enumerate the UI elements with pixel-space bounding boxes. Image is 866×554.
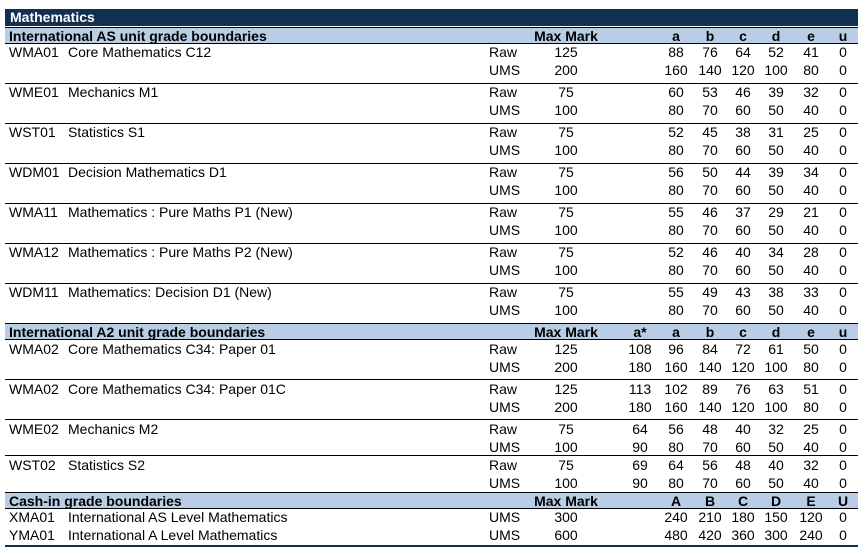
unit-code: WDM01 [9, 164, 60, 180]
table-bottom-border [5, 545, 858, 547]
unit-name: International A Level Mathematics [68, 527, 278, 543]
unit-name: Core Mathematics C12 [68, 44, 212, 60]
grade-value: 102 [664, 381, 688, 397]
mark-type: UMS [489, 527, 521, 543]
grade-value: 37 [735, 204, 751, 220]
unit-code: WMA12 [9, 244, 59, 260]
mark-type: UMS [489, 439, 521, 455]
column-header: a [672, 324, 680, 340]
grade-value: 200 [554, 62, 578, 78]
unit-name: International AS Level Mathematics [68, 509, 288, 525]
grade-value: 80 [803, 62, 819, 78]
mark-type: UMS [489, 262, 521, 278]
table-row [5, 381, 858, 398]
grade-value: 160 [664, 62, 688, 78]
mark-type: Raw [489, 421, 518, 437]
grade-value: 69 [632, 457, 648, 473]
cashin-section-header [5, 492, 858, 509]
unit-name: Mathematics : Pure Maths P1 (New) [68, 204, 293, 220]
grade-value: 0 [839, 182, 847, 198]
grade-value: 100 [554, 222, 578, 238]
grade-value: 56 [668, 421, 684, 437]
unit-name: Statistics S2 [68, 457, 146, 473]
grade-value: 51 [803, 381, 819, 397]
table-row [5, 509, 858, 526]
grade-value: 41 [803, 44, 819, 60]
grade-value: 56 [668, 164, 684, 180]
grade-value: 120 [731, 359, 755, 375]
grade-value: 50 [768, 222, 784, 238]
grade-value: 70 [702, 475, 718, 491]
grade-value: 50 [768, 439, 784, 455]
grade-value: 100 [554, 475, 578, 491]
grade-value: 38 [735, 124, 751, 140]
grade-value: 75 [558, 204, 574, 220]
unit-code: WMA11 [9, 204, 58, 220]
mark-type: UMS [489, 359, 521, 375]
grade-value: 88 [668, 44, 684, 60]
grade-value: 0 [839, 244, 847, 260]
grade-value: 40 [735, 421, 751, 437]
table-row [5, 44, 858, 61]
table-row [5, 164, 858, 181]
grade-value: 49 [702, 284, 718, 300]
grade-value: 53 [702, 84, 718, 100]
grade-value: 75 [558, 124, 574, 140]
grade-value: 180 [628, 399, 652, 415]
mark-type: Raw [489, 204, 518, 220]
grade-value: 75 [558, 421, 574, 437]
table-row [5, 359, 858, 376]
grade-value: 60 [735, 182, 751, 198]
grade-value: 600 [554, 527, 578, 543]
column-header: Max Mark [534, 324, 598, 340]
unit-code: WDM11 [9, 284, 59, 300]
grade-value: 50 [803, 341, 819, 357]
grade-value: 50 [768, 102, 784, 118]
column-header: C [737, 493, 749, 509]
grade-value: 0 [839, 527, 847, 543]
column-header: E [806, 493, 816, 509]
a2-section-header [5, 323, 858, 340]
grade-value: 31 [768, 124, 784, 140]
grade-value: 120 [731, 399, 755, 415]
grade-value: 75 [558, 284, 574, 300]
grade-value: 100 [554, 182, 578, 198]
grade-value: 40 [803, 142, 819, 158]
grade-value: 50 [768, 262, 784, 278]
grade-value: 32 [803, 84, 819, 100]
column-header: d [771, 28, 781, 44]
table-row [5, 84, 858, 101]
grade-value: 55 [668, 284, 684, 300]
grade-value: 33 [803, 284, 819, 300]
grade-value: 72 [735, 341, 751, 357]
grade-value: 100 [554, 262, 578, 278]
grade-value: 43 [735, 284, 751, 300]
unit-name: Core Mathematics C34: Paper 01C [68, 381, 286, 397]
grade-value: 0 [839, 509, 847, 525]
grade-value: 0 [839, 421, 847, 437]
grade-value: 0 [839, 124, 847, 140]
grade-value: 50 [768, 302, 784, 318]
column-header: u [838, 324, 848, 340]
mark-type: Raw [489, 244, 518, 260]
grade-value: 50 [768, 475, 784, 491]
table-row [5, 421, 858, 438]
grade-value: 60 [735, 439, 751, 455]
grade-value: 60 [668, 84, 684, 100]
grade-value: 50 [768, 142, 784, 158]
grade-value: 80 [668, 439, 684, 455]
grade-value: 40 [803, 475, 819, 491]
table-row [5, 399, 858, 416]
grade-value: 70 [702, 182, 718, 198]
grade-value: 0 [839, 439, 847, 455]
grade-value: 75 [558, 84, 574, 100]
grade-value: 76 [735, 381, 751, 397]
mark-type: UMS [489, 399, 521, 415]
grade-value: 160 [664, 359, 688, 375]
grade-value: 0 [839, 359, 847, 375]
unit-code: WMA01 [9, 44, 59, 60]
grade-value: 70 [702, 102, 718, 118]
grade-value: 125 [554, 44, 578, 60]
grade-value: 0 [839, 399, 847, 415]
column-header: Max Mark [534, 28, 598, 44]
grade-value: 70 [702, 262, 718, 278]
grade-value: 80 [668, 182, 684, 198]
column-header: D [770, 493, 782, 509]
grade-value: 60 [735, 262, 751, 278]
grade-value: 28 [803, 244, 819, 260]
mark-type: UMS [489, 509, 521, 525]
grade-value: 120 [731, 62, 755, 78]
grade-value: 50 [702, 164, 718, 180]
grade-value: 60 [735, 222, 751, 238]
as-section-header [5, 27, 858, 44]
grade-value: 108 [628, 341, 652, 357]
grade-value: 100 [764, 399, 788, 415]
grade-value: 80 [668, 142, 684, 158]
grade-value: 140 [698, 62, 722, 78]
table-row [5, 527, 858, 544]
column-header: c [739, 324, 747, 340]
table-row [5, 222, 858, 239]
grade-value: 0 [839, 142, 847, 158]
table-row [5, 262, 858, 279]
column-header: a* [633, 324, 647, 340]
grade-value: 29 [768, 204, 784, 220]
grade-value: 150 [764, 509, 788, 525]
grade-value: 45 [702, 124, 718, 140]
mark-type: Raw [489, 84, 518, 100]
grade-value: 80 [668, 475, 684, 491]
grade-value: 55 [668, 204, 684, 220]
table-row [5, 284, 858, 301]
grade-value: 75 [558, 164, 574, 180]
mark-type: Raw [489, 457, 518, 473]
unit-name: Statistics S1 [68, 124, 146, 140]
unit-name: Mechanics M1 [68, 84, 159, 100]
grade-value: 0 [839, 457, 847, 473]
unit-code: WMA02 [9, 381, 59, 397]
grade-value: 0 [839, 381, 847, 397]
grade-value: 300 [554, 509, 578, 525]
grade-value: 420 [698, 527, 722, 543]
grade-value: 64 [735, 44, 751, 60]
grade-value: 360 [731, 527, 755, 543]
grade-value: 70 [702, 142, 718, 158]
grade-value: 40 [803, 182, 819, 198]
grade-value: 39 [768, 164, 784, 180]
unit-name: Core Mathematics C34: Paper 01 [68, 341, 276, 357]
grade-value: 0 [839, 302, 847, 318]
grade-value: 80 [668, 102, 684, 118]
grade-value: 76 [702, 44, 718, 60]
section-title: International AS unit grade boundaries [9, 28, 267, 44]
table-row [5, 302, 858, 319]
mark-type: Raw [489, 44, 518, 60]
grade-value: 100 [764, 62, 788, 78]
column-header: b [705, 28, 715, 44]
grade-value: 64 [632, 421, 648, 437]
mark-type: Raw [489, 381, 518, 397]
subject-title: Mathematics [10, 9, 95, 25]
grade-value: 100 [554, 102, 578, 118]
table-row [5, 142, 858, 159]
grade-value: 60 [735, 302, 751, 318]
table-row [5, 204, 858, 221]
grade-value: 125 [554, 381, 578, 397]
unit-name: Decision Mathematics D1 [68, 164, 227, 180]
grade-value: 140 [698, 399, 722, 415]
grade-value: 180 [628, 359, 652, 375]
row-divider [5, 379, 858, 380]
grade-value: 0 [839, 204, 847, 220]
mark-type: UMS [489, 475, 521, 491]
mark-type: UMS [489, 182, 521, 198]
grade-value: 100 [554, 302, 578, 318]
unit-code: WMA02 [9, 341, 59, 357]
grade-value: 70 [702, 439, 718, 455]
grade-value: 40 [803, 102, 819, 118]
grade-value: 21 [803, 204, 819, 220]
grade-value: 34 [803, 164, 819, 180]
grade-value: 240 [799, 527, 823, 543]
column-header: d [771, 324, 781, 340]
table-row [5, 124, 858, 141]
mark-type: UMS [489, 142, 521, 158]
unit-code: XMA01 [9, 509, 55, 525]
grade-value: 46 [735, 84, 751, 100]
grade-value: 61 [768, 341, 784, 357]
grade-value: 113 [628, 381, 652, 397]
row-divider [5, 419, 858, 420]
grade-value: 70 [702, 302, 718, 318]
grade-value: 80 [668, 222, 684, 238]
grade-value: 210 [698, 509, 722, 525]
grade-value: 52 [668, 244, 684, 260]
table-row [5, 182, 858, 199]
grade-value: 46 [702, 244, 718, 260]
mark-type: UMS [489, 302, 521, 318]
table-row [5, 62, 858, 79]
grade-value: 0 [839, 102, 847, 118]
grade-value: 40 [803, 439, 819, 455]
grade-value: 300 [764, 527, 788, 543]
subject-title-bar [5, 9, 858, 26]
table-row [5, 102, 858, 119]
grade-value: 25 [803, 124, 819, 140]
grade-value: 180 [731, 509, 755, 525]
grade-value: 48 [702, 421, 718, 437]
grade-value: 480 [664, 527, 688, 543]
column-header: u [838, 28, 848, 44]
grade-value: 140 [698, 359, 722, 375]
grade-value: 240 [664, 509, 688, 525]
mark-type: UMS [489, 102, 521, 118]
grade-value: 200 [554, 399, 578, 415]
row-divider [5, 455, 858, 456]
grade-value: 38 [768, 284, 784, 300]
grade-value: 0 [839, 475, 847, 491]
grade-value: 0 [839, 44, 847, 60]
grade-value: 0 [839, 62, 847, 78]
mark-type: Raw [489, 164, 518, 180]
grade-value: 84 [702, 341, 718, 357]
grade-value: 0 [839, 262, 847, 278]
grade-value: 70 [702, 222, 718, 238]
grade-value: 56 [702, 457, 718, 473]
mark-type: Raw [489, 284, 518, 300]
grade-value: 100 [764, 359, 788, 375]
grade-value: 60 [735, 475, 751, 491]
unit-code: WST01 [9, 124, 56, 140]
grade-value: 75 [558, 457, 574, 473]
grade-value: 40 [803, 302, 819, 318]
grade-value: 0 [839, 164, 847, 180]
table-row [5, 439, 858, 456]
unit-name: Mathematics: Decision D1 (New) [68, 284, 272, 300]
grade-value: 34 [768, 244, 784, 260]
mark-type: UMS [489, 222, 521, 238]
grade-value: 52 [768, 44, 784, 60]
grade-value: 32 [803, 457, 819, 473]
column-header: U [837, 493, 849, 509]
grade-value: 90 [632, 439, 648, 455]
grade-value: 50 [768, 182, 784, 198]
grade-value: 52 [668, 124, 684, 140]
column-header: e [807, 28, 815, 44]
unit-name: Mechanics M2 [68, 421, 159, 437]
grade-value: 90 [632, 475, 648, 491]
grade-value: 75 [558, 244, 574, 260]
unit-code: WME02 [9, 421, 59, 437]
table-row [5, 457, 858, 474]
column-header: B [704, 493, 716, 509]
mark-type: Raw [489, 341, 518, 357]
unit-code: YMA01 [9, 527, 55, 543]
grade-value: 96 [668, 341, 684, 357]
column-header: c [739, 28, 747, 44]
unit-code: WST02 [9, 457, 56, 473]
grade-value: 125 [554, 341, 578, 357]
grade-value: 32 [768, 421, 784, 437]
table-row [5, 475, 858, 492]
grade-value: 89 [702, 381, 718, 397]
grade-value: 48 [735, 457, 751, 473]
mark-type: UMS [489, 62, 521, 78]
grade-value: 100 [554, 142, 578, 158]
grade-value: 60 [735, 142, 751, 158]
grade-value: 40 [803, 222, 819, 238]
column-header: e [807, 324, 815, 340]
unit-name: Mathematics : Pure Maths P2 (New) [68, 244, 293, 260]
grade-value: 0 [839, 341, 847, 357]
section-title: International A2 unit grade boundaries [9, 324, 266, 340]
grade-value: 44 [735, 164, 751, 180]
grade-value: 0 [839, 222, 847, 238]
section-title: Cash-in grade boundaries [9, 493, 182, 509]
grade-value: 39 [768, 84, 784, 100]
grade-value: 40 [768, 457, 784, 473]
column-header: Max Mark [534, 493, 598, 509]
grade-value: 120 [799, 509, 823, 525]
grade-value: 0 [839, 284, 847, 300]
grade-value: 40 [735, 244, 751, 260]
column-header: b [705, 324, 715, 340]
mark-type: Raw [489, 124, 518, 140]
grade-value: 100 [554, 439, 578, 455]
grade-value: 80 [803, 359, 819, 375]
unit-code: WME01 [9, 84, 59, 100]
grade-value: 64 [668, 457, 684, 473]
grade-value: 80 [668, 302, 684, 318]
grade-value: 25 [803, 421, 819, 437]
grade-value: 63 [768, 381, 784, 397]
grade-value: 160 [664, 399, 688, 415]
grade-value: 80 [803, 399, 819, 415]
column-header: a [672, 28, 680, 44]
column-header: A [670, 493, 682, 509]
table-row [5, 244, 858, 261]
grade-value: 200 [554, 359, 578, 375]
table-row [5, 341, 858, 358]
grade-value: 80 [668, 262, 684, 278]
grade-value: 60 [735, 102, 751, 118]
grade-value: 0 [839, 84, 847, 100]
grade-value: 40 [803, 262, 819, 278]
grade-value: 46 [702, 204, 718, 220]
